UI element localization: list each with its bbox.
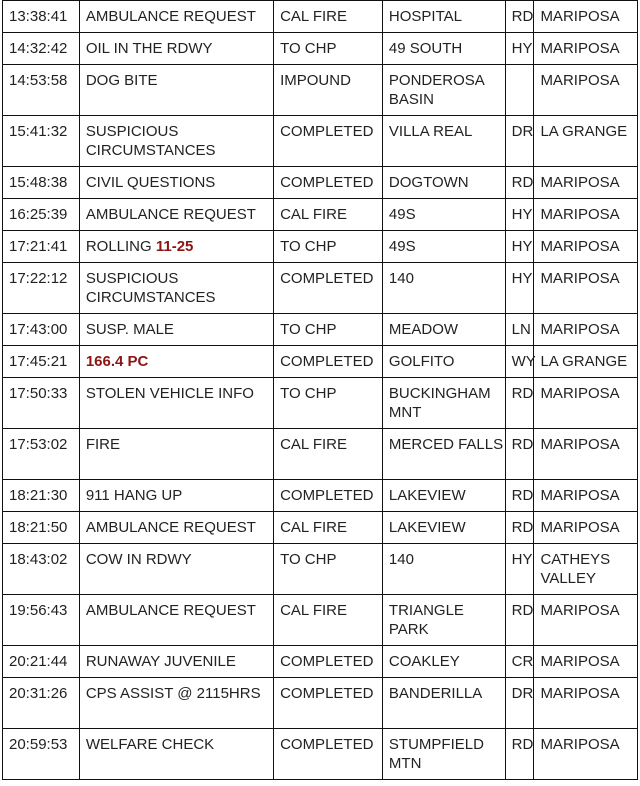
time-cell: 17:22:12 [3, 263, 80, 314]
city-cell: MARIPOSA [534, 729, 638, 780]
call-type-cell [79, 512, 273, 544]
call-log-table [2, 0, 638, 780]
table-row [3, 65, 638, 116]
call-log-body [3, 1, 638, 780]
disposition-cell: COMPLETED [274, 729, 383, 780]
time-cell: 13:38:41 [3, 1, 80, 33]
location-cell: VILLA REAL [382, 116, 505, 167]
street-suffix-cell: RD [505, 378, 534, 429]
call-type-text: OIL IN THE RDWY [85, 40, 213, 57]
table-row [3, 346, 638, 378]
city-cell: LA GRANGE [534, 346, 638, 378]
location-cell: MERCED FALLS [382, 429, 505, 480]
call-type-text: CIVIL QUESTIONS [85, 174, 216, 191]
location-cell: 49 SOUTH [382, 33, 505, 65]
disposition-cell: TO CHP [274, 378, 383, 429]
time-cell: 15:48:38 [3, 167, 80, 199]
street-suffix-cell: HY [505, 199, 534, 231]
table-row [3, 116, 638, 167]
city-cell: MARIPOSA [534, 263, 638, 314]
disposition-cell: IMPOUND [274, 65, 383, 116]
call-type-cell [79, 646, 273, 678]
table-row [3, 314, 638, 346]
call-type-text: RUNAWAY JUVENILE [85, 653, 236, 670]
time-cell: 17:50:33 [3, 378, 80, 429]
location-cell: STUMPFIELD MTN [382, 729, 505, 780]
street-suffix-cell: RD [505, 512, 534, 544]
call-type-text: SUSP. MALE [85, 321, 174, 338]
time-cell: 20:21:44 [3, 646, 80, 678]
call-type-text: SUSPICIOUS CIRCUMSTANCES [85, 123, 216, 159]
call-type-cell [79, 429, 273, 480]
call-type-cell [79, 33, 273, 65]
disposition-cell: COMPLETED [274, 263, 383, 314]
city-cell: LA GRANGE [534, 116, 638, 167]
time-cell: 14:53:58 [3, 65, 80, 116]
time-cell: 19:56:43 [3, 595, 80, 646]
table-row [3, 167, 638, 199]
disposition-cell: TO CHP [274, 33, 383, 65]
disposition-cell: COMPLETED [274, 167, 383, 199]
street-suffix-cell: WY [505, 346, 534, 378]
call-type-text: AMBULANCE REQUEST [85, 8, 256, 25]
disposition-cell: CAL FIRE [274, 1, 383, 33]
call-type-cell [79, 231, 273, 263]
street-suffix-cell: HY [505, 263, 534, 314]
call-type-text: AMBULANCE REQUEST [85, 519, 256, 536]
call-type-cell [79, 65, 273, 116]
time-cell: 15:41:32 [3, 116, 80, 167]
table-row [3, 512, 638, 544]
call-type-cell [79, 263, 273, 314]
disposition-cell: COMPLETED [274, 646, 383, 678]
city-cell: MARIPOSA [534, 429, 638, 480]
call-type-cell [79, 116, 273, 167]
location-cell: BUCKINGHAM MNT [382, 378, 505, 429]
street-suffix-cell: RD [505, 167, 534, 199]
street-suffix-cell: RD [505, 1, 534, 33]
city-cell: MARIPOSA [534, 65, 638, 116]
disposition-cell: CAL FIRE [274, 595, 383, 646]
call-type-text: 911 HANG UP [85, 487, 183, 504]
street-suffix-cell: HY [505, 33, 534, 65]
disposition-cell: TO CHP [274, 231, 383, 263]
location-cell: 140 [382, 544, 505, 595]
location-cell: COAKLEY [382, 646, 505, 678]
table-row [3, 33, 638, 65]
city-cell: MARIPOSA [534, 1, 638, 33]
city-cell: MARIPOSA [534, 231, 638, 263]
table-row [3, 231, 638, 263]
time-cell: 18:21:50 [3, 512, 80, 544]
table-row [3, 199, 638, 231]
disposition-cell: TO CHP [274, 314, 383, 346]
call-type-text: CPS ASSIST @ 2115HRS [85, 685, 261, 702]
city-cell: MARIPOSA [534, 167, 638, 199]
table-row [3, 646, 638, 678]
disposition-cell: COMPLETED [274, 116, 383, 167]
city-cell: MARIPOSA [534, 378, 638, 429]
city-cell: MARIPOSA [534, 595, 638, 646]
location-cell: LAKEVIEW [382, 512, 505, 544]
table-row [3, 1, 638, 33]
street-suffix-cell: RD [505, 595, 534, 646]
table-row [3, 378, 638, 429]
location-cell: BANDERILLA [382, 678, 505, 729]
location-cell: HOSPITAL [382, 1, 505, 33]
city-cell: MARIPOSA [534, 646, 638, 678]
location-cell: DOGTOWN [382, 167, 505, 199]
city-cell: CATHEYS VALLEY [534, 544, 638, 595]
call-type-cell [79, 199, 273, 231]
call-type-text: COW IN RDWY [85, 551, 192, 568]
disposition-cell: TO CHP [274, 544, 383, 595]
street-suffix-cell: CR [505, 646, 534, 678]
street-suffix-cell: RD [505, 429, 534, 480]
location-cell: LAKEVIEW [382, 480, 505, 512]
call-type-cell [79, 167, 273, 199]
call-code-highlight: 11-25 [155, 238, 194, 255]
location-cell: GOLFITO [382, 346, 505, 378]
disposition-cell: CAL FIRE [274, 512, 383, 544]
time-cell: 14:32:42 [3, 33, 80, 65]
time-cell: 17:45:21 [3, 346, 80, 378]
call-type-cell [79, 314, 273, 346]
call-type-text: ROLLING [85, 238, 156, 255]
call-type-cell [79, 378, 273, 429]
table-row [3, 480, 638, 512]
time-cell: 20:59:53 [3, 729, 80, 780]
street-suffix-cell: HY [505, 544, 534, 595]
call-type-cell [79, 480, 273, 512]
disposition-cell: CAL FIRE [274, 199, 383, 231]
location-cell: 49S [382, 199, 505, 231]
location-cell: 140 [382, 263, 505, 314]
table-row [3, 263, 638, 314]
city-cell: MARIPOSA [534, 199, 638, 231]
street-suffix-cell [505, 65, 534, 116]
city-cell: MARIPOSA [534, 512, 638, 544]
street-suffix-cell: HY [505, 231, 534, 263]
street-suffix-cell: LN [505, 314, 534, 346]
street-suffix-cell: RD [505, 729, 534, 780]
location-cell: PONDEROSA BASIN [382, 65, 505, 116]
disposition-cell: COMPLETED [274, 678, 383, 729]
street-suffix-cell: RD [505, 480, 534, 512]
city-cell: MARIPOSA [534, 314, 638, 346]
disposition-cell: CAL FIRE [274, 429, 383, 480]
call-code-highlight: 166.4 PC [85, 353, 149, 370]
call-type-cell [79, 346, 273, 378]
table-row [3, 729, 638, 780]
call-type-cell [79, 678, 273, 729]
location-cell: TRIANGLE PARK [382, 595, 505, 646]
call-type-text: AMBULANCE REQUEST [85, 206, 256, 223]
time-cell: 17:53:02 [3, 429, 80, 480]
location-cell: MEADOW [382, 314, 505, 346]
call-type-text: FIRE [85, 436, 120, 453]
call-type-text: STOLEN VEHICLE INFO [85, 385, 254, 402]
call-type-text: SUSPICIOUS CIRCUMSTANCES [85, 270, 216, 306]
time-cell: 18:43:02 [3, 544, 80, 595]
table-row [3, 595, 638, 646]
disposition-cell: COMPLETED [274, 346, 383, 378]
table-row [3, 678, 638, 729]
call-type-cell [79, 544, 273, 595]
time-cell: 20:31:26 [3, 678, 80, 729]
city-cell: MARIPOSA [534, 678, 638, 729]
time-cell: 17:21:41 [3, 231, 80, 263]
call-type-text: AMBULANCE REQUEST [85, 602, 256, 619]
table-row [3, 544, 638, 595]
city-cell: MARIPOSA [534, 480, 638, 512]
location-cell: 49S [382, 231, 505, 263]
call-type-cell [79, 729, 273, 780]
call-type-text: DOG BITE [85, 72, 158, 89]
street-suffix-cell: DR [505, 678, 534, 729]
city-cell: MARIPOSA [534, 33, 638, 65]
call-type-cell [79, 1, 273, 33]
disposition-cell: COMPLETED [274, 480, 383, 512]
time-cell: 17:43:00 [3, 314, 80, 346]
street-suffix-cell: DR [505, 116, 534, 167]
time-cell: 16:25:39 [3, 199, 80, 231]
call-type-text: WELFARE CHECK [85, 736, 215, 753]
time-cell: 18:21:30 [3, 480, 80, 512]
table-row [3, 429, 638, 480]
call-type-cell [79, 595, 273, 646]
